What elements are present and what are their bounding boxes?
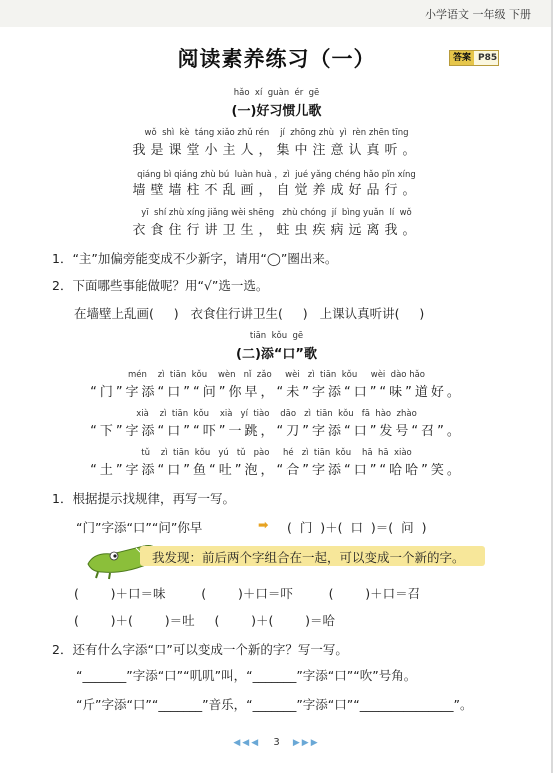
poem2-line2: “下”字添“口”“吓”一跳，“刀”字添“口”发号“召”。 — [90, 424, 463, 439]
part2-question-1: 1．根据提示找规律，再写一写。 — [52, 491, 235, 506]
book-label: 小学语文 一年级 下册 — [425, 8, 531, 21]
poem1-line1-pinyin: wǒ shì kè táng xiǎo zhǔ rén jí zhōng zhù yì rèn zhēn tīng — [144, 128, 409, 138]
poem2-line2-pinyin: xià zì tiān kǒu xià yí tiào dāo zì tiān kǒu fā hào zhào — [136, 409, 417, 419]
example-right: ( 门 )＋( 口 )＝( 问 ) — [287, 520, 427, 535]
question-2: 2．下面哪些事能做呢？用“√”选一选。 — [52, 278, 269, 293]
poem1-line3: 衣食住行讲卫生，蛀虫疾病远离我。 — [132, 223, 421, 238]
answer-badge[interactable] — [449, 50, 499, 66]
question-1: 1．“主”加偏旁能变成不少新字，请用“◯”圈出来。 — [52, 251, 338, 266]
poem1-line3-pinyin: yī shí zhù xíng jiǎng wèi shēng zhù chóng jí bìng yuǎn lí wǒ — [141, 208, 412, 218]
poem2-title: (二)添“口”歌 — [236, 347, 317, 362]
write-row-1[interactable]: “_______”字添“口”“叽叽”叫，“_______”字添“口”“吹”号角。 — [76, 668, 417, 683]
poem1-title-pinyin: hǎo xí guàn ér gē — [233, 88, 320, 98]
poem2-line3: “土”字添“口”鱼“吐”泡，“合”字添“口”“哈哈”笑。 — [90, 463, 463, 478]
page-title: 阅读素养练习（一） — [177, 47, 376, 71]
footer — [0, 737, 553, 748]
fill-row-2[interactable]: ( )＋( )＝吐 ( )＋( )＝哈 — [74, 613, 336, 628]
top-bar — [0, 0, 553, 27]
poem2-line3-pinyin: tǔ zì tiān kǒu yú tǔ pào hé zì tiān kǒu hā hā xiào — [141, 448, 412, 458]
page-number: 3 — [273, 737, 280, 748]
prev-arrows-icon: ◀◀◀ — [233, 738, 261, 748]
poem1-line2-pinyin: qiáng bì qiáng zhù bú luàn huà ，zì jué yǎng chéng hǎo pǐn xíng — [137, 170, 416, 180]
poem2-line1-pinyin: mén zì tiān kǒu wèn nǐ zǎo wèi zì tiān kǒu wèi dào hǎo — [128, 370, 425, 380]
question-2-options[interactable]: 在墙壁上乱画( ) 衣食住行讲卫生( ) 上课认真听讲( ) — [74, 306, 425, 321]
answer-page: P85 — [478, 53, 498, 63]
fill-row-1[interactable]: ( )＋口＝味 ( )＋口＝吓 ( )＋口＝召 — [74, 586, 421, 601]
poem1-title: (一)好习惯儿歌 — [231, 104, 322, 119]
discovery-text: 我发现：前后两个字组合在一起，可以变成一个新的字。 — [152, 550, 465, 565]
write-row-2[interactable]: “斤”字添“口”“_______”音乐，“_______”字添“口”“_______________”。 — [76, 697, 473, 712]
answer-tag: 答案 — [450, 51, 474, 65]
arrow-right-icon: ➡ — [258, 517, 269, 532]
part2-question-2: 2．还有什么字添“口”可以变成一个新的字？写一写。 — [52, 642, 348, 657]
poem1-line1: 我是课堂小主人，集中注意认真听。 — [132, 143, 421, 158]
poem1-line2: 墙壁墙柱不乱画，自觉养成好品行。 — [132, 183, 421, 198]
next-arrows-icon: ▶▶▶ — [292, 738, 320, 748]
poem2-line1: “门”字添“口”“问”你早，“未”字添“口”“味”道好。 — [90, 385, 463, 400]
poem2-title-pinyin: tiān kǒu gē — [249, 331, 304, 341]
example-left: “门”字添“口”“问”你早 — [76, 520, 203, 535]
